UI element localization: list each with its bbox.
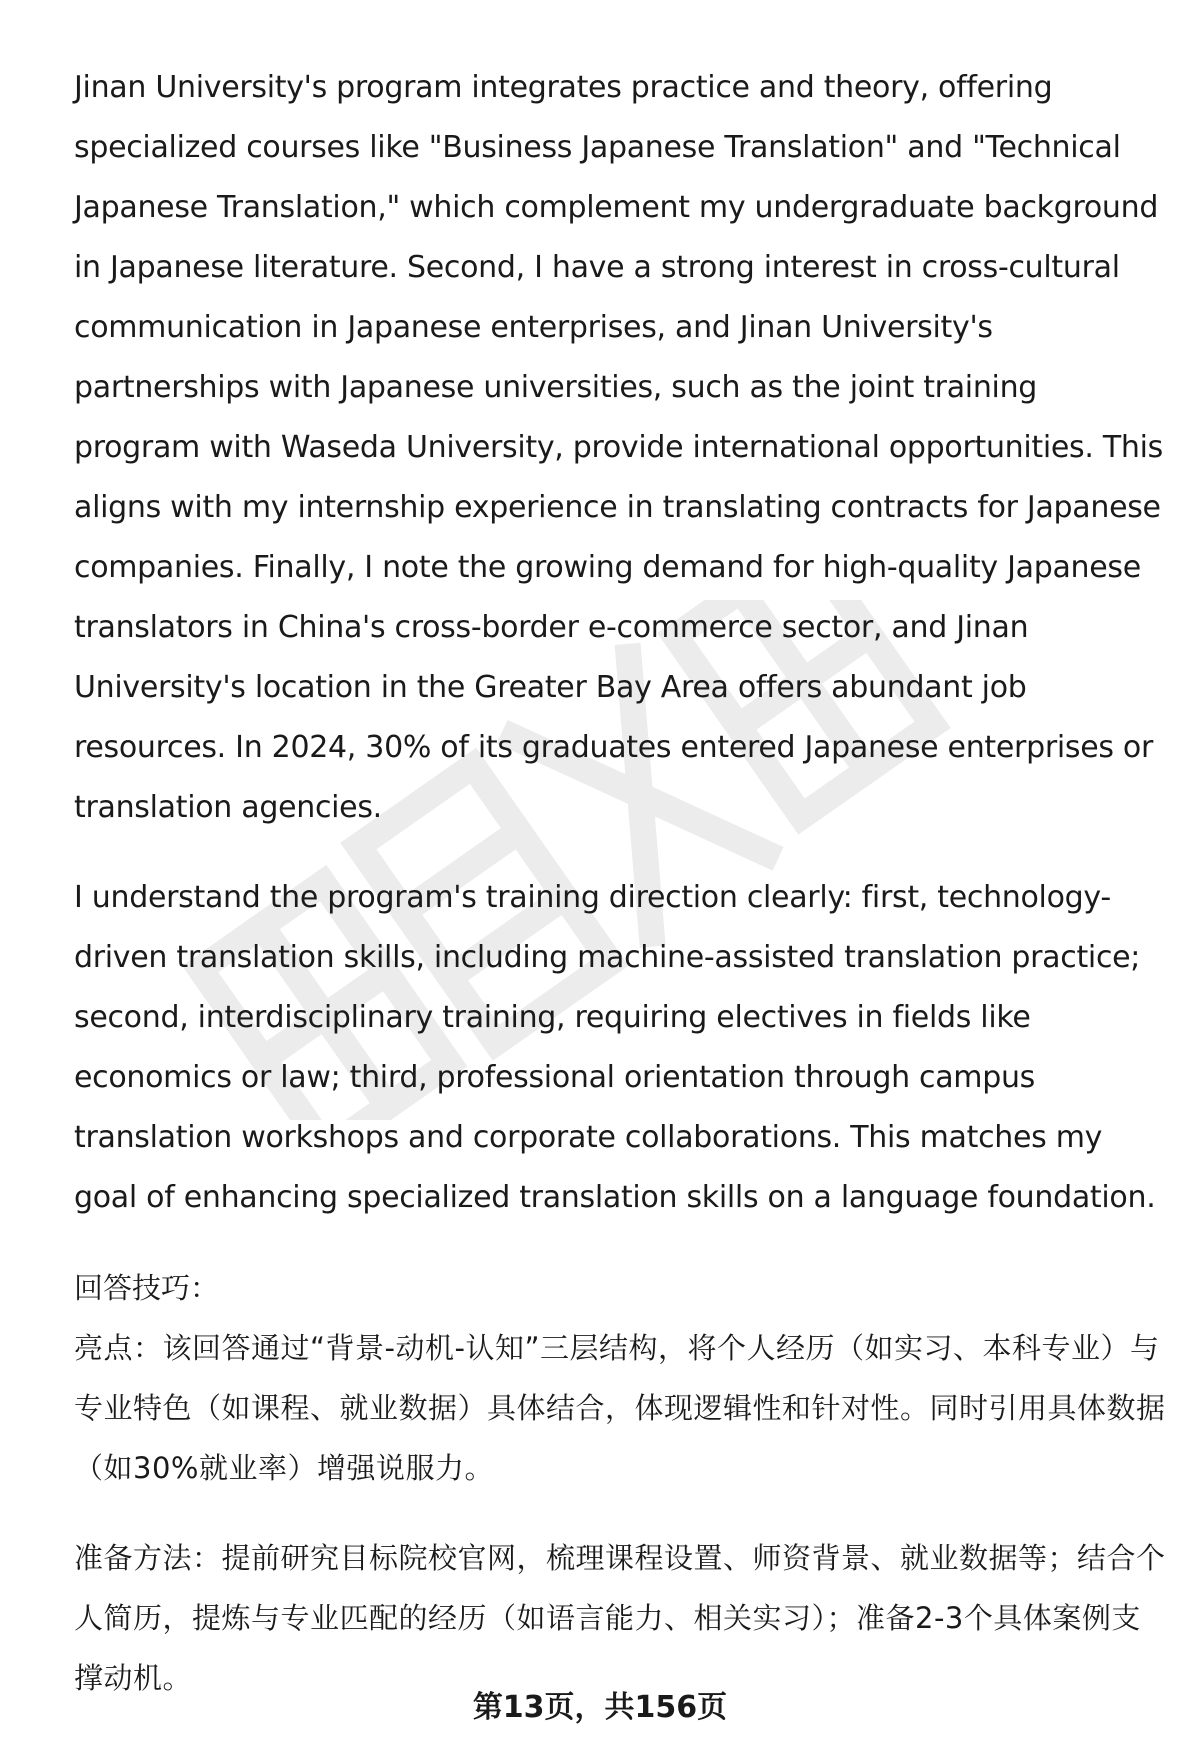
tips-heading: 回答技巧： bbox=[74, 1271, 220, 1305]
answer-paragraph-1: Jinan University's program integrates practice and theory, offering specialized courses like "Business Japanese Translation" and "Technical Japanese Translation," which complement my undergraduate background in Japanese literature. Second, I have a strong interest in cross-cultural communication in Japanese enterprises, and Jinan University's partnerships with Japanese universities, such as the joint training program with Waseda University, provide international opportunities. This aligns with my internship experience in translating contracts for Japanese companies. Finally, I note the growing demand for high-quality Japanese translators in China's cross-border e-commerce sector, and Jinan University's location in the Greater Bay Area offers abundant job resources. In 2024, 30% of its graduates entered Japanese enterprises or translation agencies. bbox=[74, 70, 1163, 825]
document-page bbox=[74, 58, 1169, 1708]
answer-tips-section bbox=[74, 1258, 1169, 1708]
answer-paragraph-2: I understand the program's training direction clearly: first, technology-driven translation skills, including machine-assisted translation practice; second, interdisciplinary training, requiring electives in fields like economics or law; third, professional orientation through campus translation workshops and corporate collaborations. This matches my goal of enhancing specialized translation skills on a language foundation. bbox=[74, 880, 1156, 1215]
page-number-footer: 第13页，共156页 bbox=[472, 1690, 728, 1725]
tips-highlights: 亮点：该回答通过“背景-动机-认知”三层结构，将个人经历（如实习、本科专业）与专业特色（如课程、就业数据）具体结合，体现逻辑性和针对性。同时引用具体数据（如30%就业率）增强说服力。 bbox=[74, 1331, 1166, 1485]
tips-preparation: 准备方法：提前研究目标院校官网，梳理课程设置、师资背景、就业数据等；结合个人简历，提炼与专业匹配的经历（如语言能力、相关实习）；准备2-3个具体案例支撑动机。 bbox=[74, 1541, 1166, 1695]
